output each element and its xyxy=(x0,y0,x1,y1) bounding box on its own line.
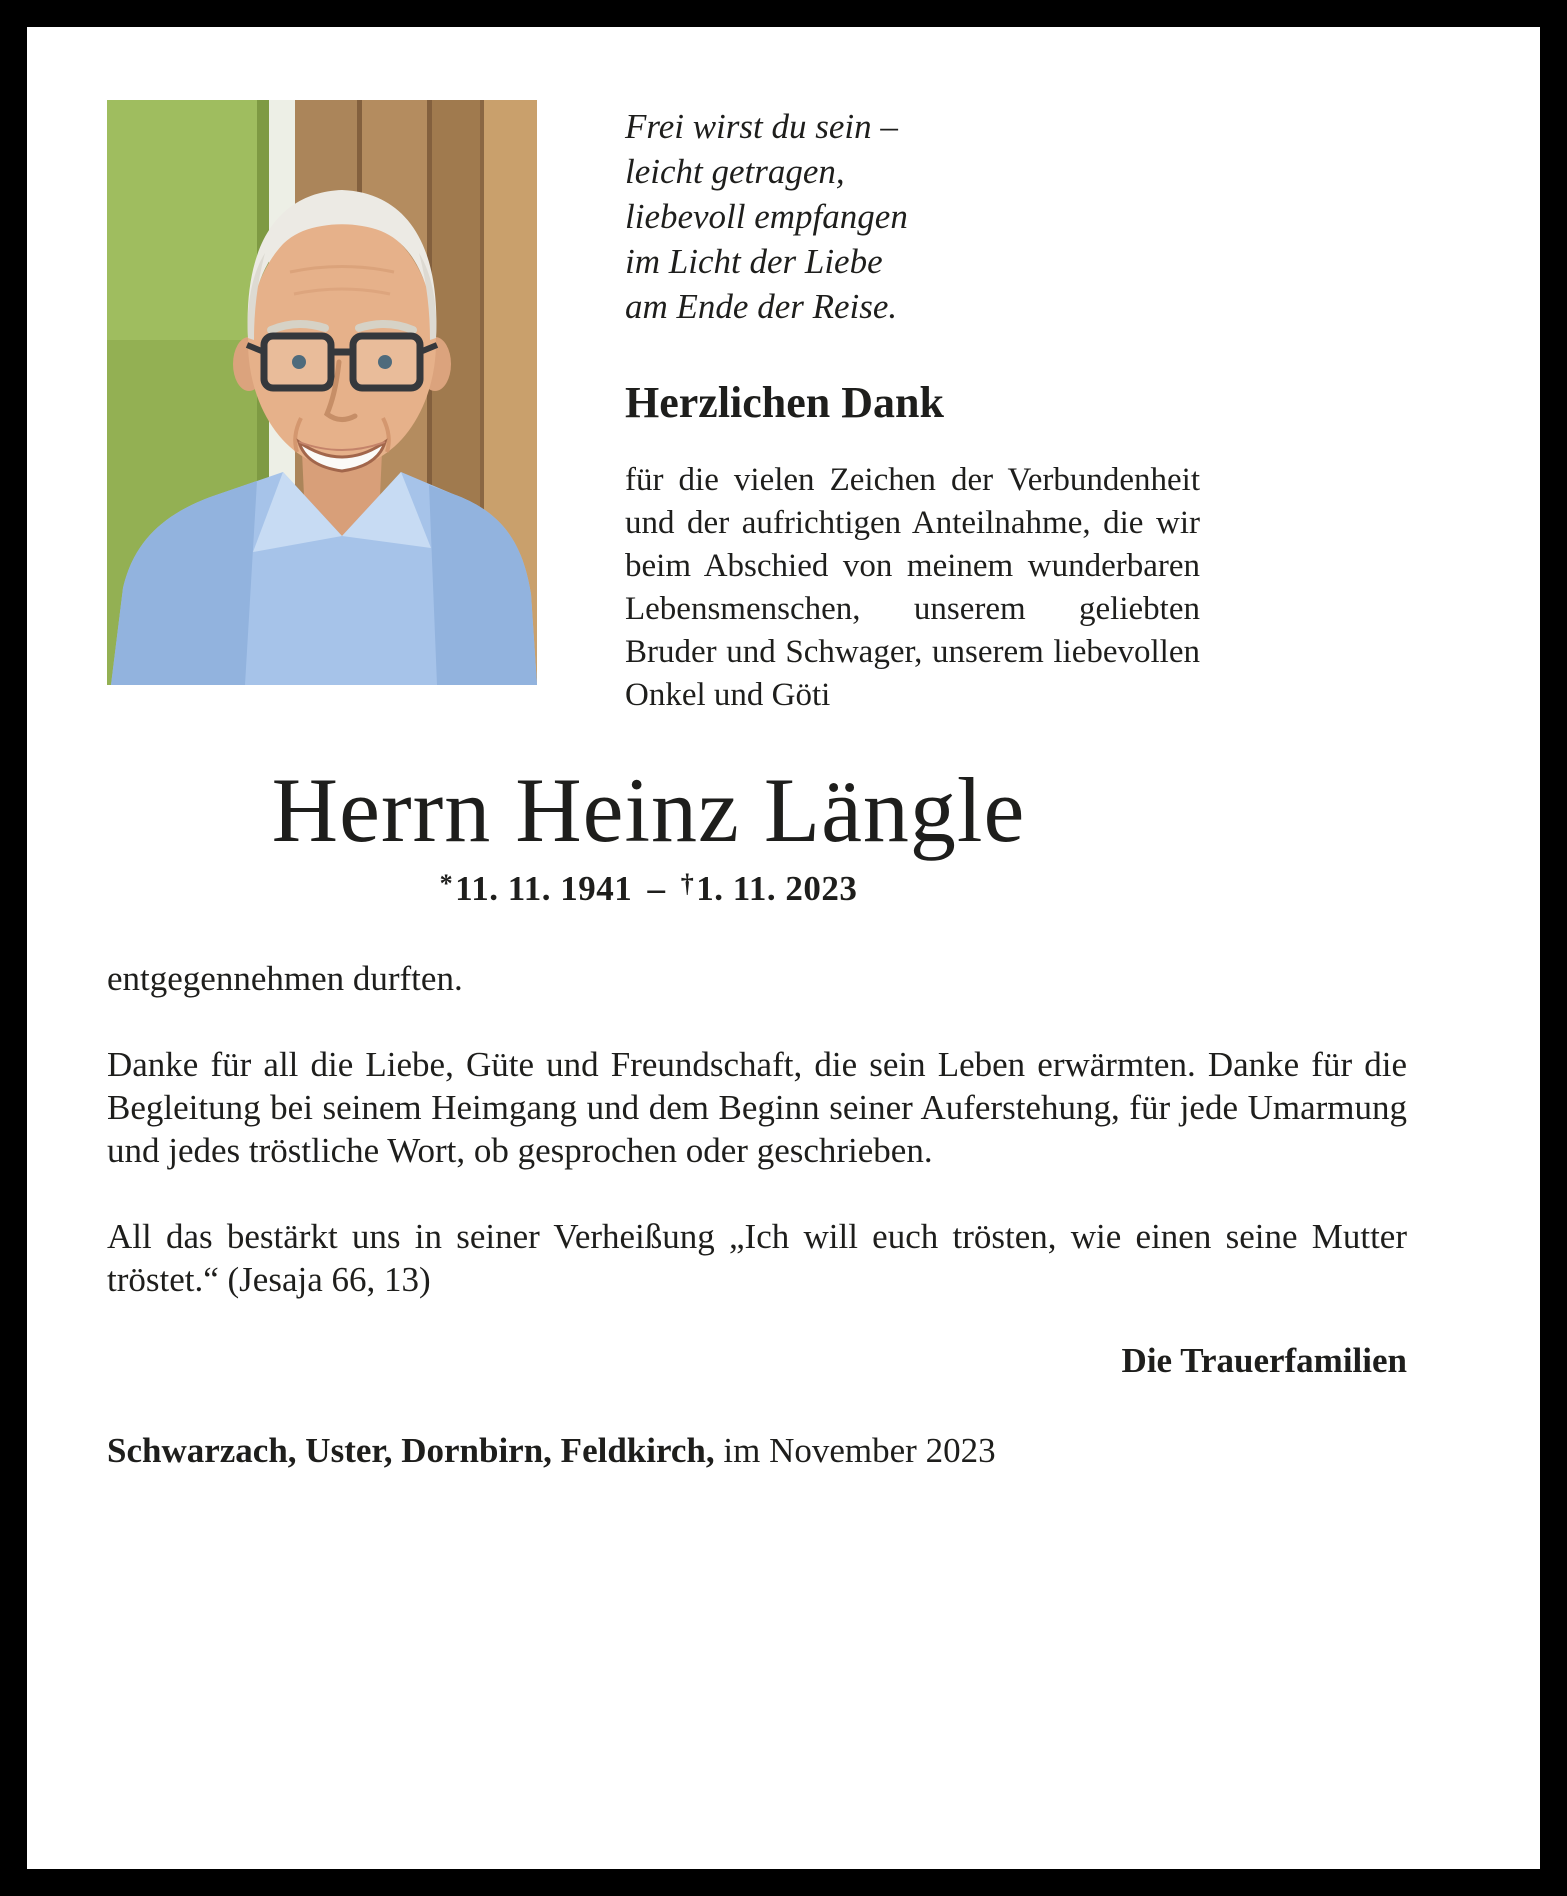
top-section xyxy=(107,100,1440,717)
eye-left xyxy=(292,355,306,369)
eye-right xyxy=(378,355,392,369)
death-symbol: † xyxy=(680,868,695,898)
death-date: 1. 11. 2023 xyxy=(696,868,858,908)
intro-paragraph: für die vielen Zeichen der Verbundenheit und der aufrichtigen Anteilnahme, die wir beim Abschied von meinem wunderbaren Lebensmenschen, unserem geliebten Bruder und Schwager, unserem liebevollen Onkel und Göti xyxy=(625,462,1200,714)
life-dates xyxy=(107,869,1190,909)
gratitude-paragraph: Danke für all die Liebe, Güte und Freundschaft, die sein Leben erwärmten. Danke für die Begleitung bei seinem Heimgang und dem Beginn seiner Auferstehung, für jede Umarmung und jedes tröstliche Wort, ob gesprochen oder geschrieben. xyxy=(107,1044,1407,1170)
portrait-illustration xyxy=(107,100,537,685)
birth-date: 11. 11. 1941 xyxy=(455,868,633,908)
poem-line-1: Frei wirst du sein – xyxy=(625,107,898,146)
portrait-photo xyxy=(107,100,537,685)
dates-separator: – xyxy=(647,868,666,908)
places-line xyxy=(107,1431,1407,1471)
poem-line-5: am Ende der Reise. xyxy=(625,287,898,326)
places: Schwarzach, Uster, Dornbirn, Feldkirch, xyxy=(107,1430,715,1470)
poem-line-2: leicht getragen, xyxy=(625,152,845,191)
obituary-sheet xyxy=(27,27,1540,1869)
name-block xyxy=(107,759,1190,909)
poem-line-3: liebevoll empfangen xyxy=(625,197,908,236)
poem-line-4: im Licht der Liebe xyxy=(625,242,883,281)
signature-line: Die Trauerfamilien xyxy=(1121,1340,1407,1380)
right-column xyxy=(625,100,1200,717)
deceased-name: Herrn Heinz Längle xyxy=(271,759,1026,862)
poem xyxy=(625,104,1200,329)
issue-date: im November 2023 xyxy=(723,1430,996,1470)
thanks-heading: Herzlichen Dank xyxy=(625,378,944,427)
received-line: entgegennehmen durften. xyxy=(107,958,463,998)
birth-symbol: * xyxy=(439,868,454,898)
promise-paragraph: All das bestärkt uns in seiner Verheißung „Ich will euch trösten, wie einen seine Mutter tröstet.“ (Jesaja 66, 13) xyxy=(107,1216,1407,1299)
